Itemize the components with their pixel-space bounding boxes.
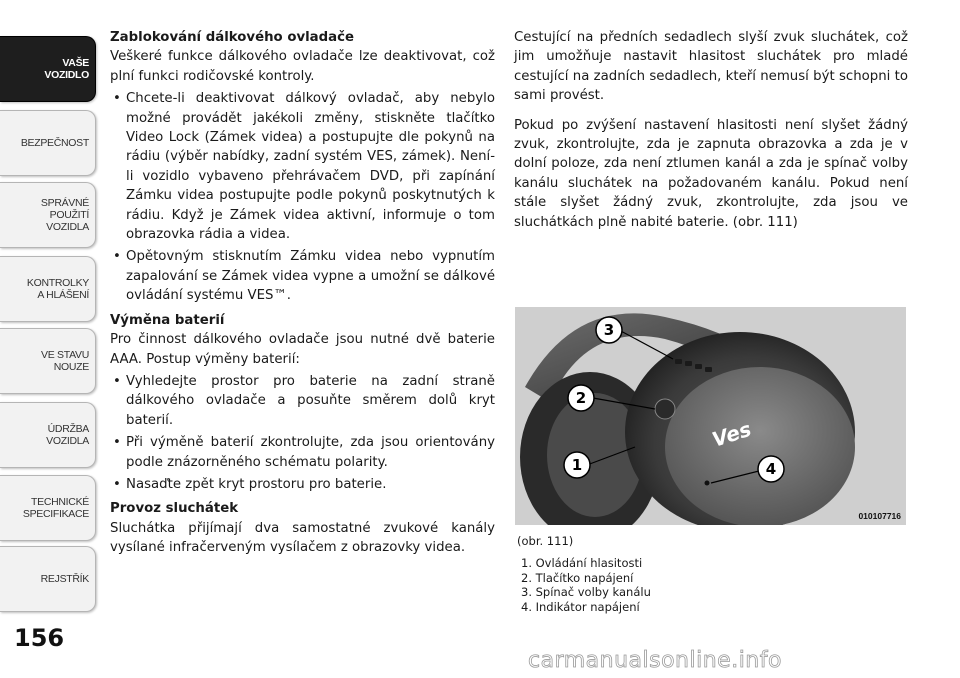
legend-item: 2. Tlačítko napájení [521, 570, 634, 585]
figure-legend [521, 556, 651, 614]
right-column [514, 28, 908, 232]
tab-bezpecnost[interactable]: BEZPEČNOST [0, 110, 96, 176]
paragraph: Cestující na předních sedadlech slyší zvuk sluchátek, což jim umožňuje nastavit hlasitost sluchátek pro mladé cestující na zadních sedadlech, kteří nemusí být schopni to sami provést. [514, 30, 908, 104]
tab-spravne-pouziti-vozidla[interactable]: SPRÁVNÉ POUŽITÍ VOZIDLA [0, 182, 96, 248]
legend-item: 4. Indikátor napájení [521, 599, 640, 614]
tab-rejstrik[interactable]: REJSTŘÍK [0, 546, 96, 612]
paragraph: Pokud po zvýšení nastavení hlasitosti není slyšet žádný zvuk, zkontrolujte, zda je zapnuta obrazovka a zda je v dolní poloze, zda není ztlumen kanál a zda je spínač volby kanálu sluchátek na požadovaném kanálu. Pokud není stále slyšet žádný zvuk, zkontrolujte, zda jsou ve sluchátkách plně nabité baterie. (obr. 111) [514, 117, 908, 230]
section-heading-headphone-operation: Provoz sluchátek [110, 501, 239, 517]
paragraph: Veškeré funkce dálkového ovladače lze deaktivovat, což plní funkci rodičovské kontroly. [110, 49, 495, 84]
tab-udrzba-vozidla[interactable]: ÚDRŽBA VOZIDLA [0, 402, 96, 468]
brand-logo: Ves [709, 416, 755, 452]
section-heading-remote-lock: Zablokování dálkového ovladače [110, 30, 355, 45]
left-column [110, 28, 495, 558]
section-heading-battery-replacement: Výměna baterií [110, 312, 225, 328]
svg-text:2: 2 [575, 389, 587, 407]
bullet-list [110, 89, 495, 305]
svg-text:1: 1 [571, 456, 583, 474]
tab-ve-stavu-nouze[interactable]: VE STAVU NOUZE [0, 328, 96, 394]
power-indicator [705, 481, 710, 486]
paragraph: Pro činnost dálkového ovladače jsou nutné dvě baterie AAA. Postup výměny baterií: [110, 332, 495, 367]
list-item: • Při výměně baterií zkontrolujte, zda jsou orientovány podle znázorněného schématu polarity. [110, 433, 495, 472]
tab-technicke-specifikace[interactable]: TECHNICKÉ SPECIFIKACE [0, 475, 96, 541]
page-number: 156 [14, 624, 65, 652]
headphone-illustration [515, 307, 906, 525]
list-item: • Opětovným stisknutím Zámku videa nebo vypnutím zapalování se Zámek videa vypne a umožní se dálkové ovládání systému VES™. [110, 247, 495, 305]
paragraph: Sluchátka přijímají dva samostatné zvukové kanály vysílané infračerveným vysílačem z obrazovky videa. [110, 520, 495, 556]
chapter-tabs [0, 0, 100, 678]
figure-caption: (obr. 111) [517, 534, 574, 548]
legend-item: 3. Spínač volby kanálu [521, 585, 651, 599]
earcup-plate [665, 367, 855, 525]
headphone-figure [515, 307, 906, 525]
list-item: • Vyhledejte prostor pro baterie na zadní straně dálkového ovladače a posuňte směrem dolů kryt baterií. [110, 372, 495, 430]
bullet-list [110, 372, 495, 494]
list-item: • Nasaďte zpět kryt prostoru pro baterie. [110, 475, 495, 494]
svg-text:3: 3 [603, 321, 615, 339]
figure-code: 010107716 [858, 511, 901, 521]
svg-text:4: 4 [765, 460, 777, 478]
power-button [655, 399, 675, 419]
tab-kontrolky-a-hlaseni[interactable]: KONTROLKY A HLÁŠENÍ [0, 256, 96, 322]
list-item: • Chcete-li deaktivovat dálkový ovladač, aby nebylo možné provádět jakékoli změny, stiskněte tlačítko Video Lock (Zámek videa) a postupujte dle pokynů na rádiu (výběr nabídky, zadní systém VES, zámek). Není-li vozidlo vybaveno přehrávačem DVD, při zapínání Zámku videa postupujte podle pokynů poskytnutých k rádiu. Když je Zámek videa aktivní, informuje o tom obrazovka rádia a videa. [110, 89, 495, 244]
watermark: carmanualsonline.info [528, 648, 782, 673]
tab-vase-vozidlo[interactable]: VAŠE VOZIDLO [0, 36, 96, 102]
legend-item: 1. Ovládání hlasitosti [521, 556, 643, 570]
